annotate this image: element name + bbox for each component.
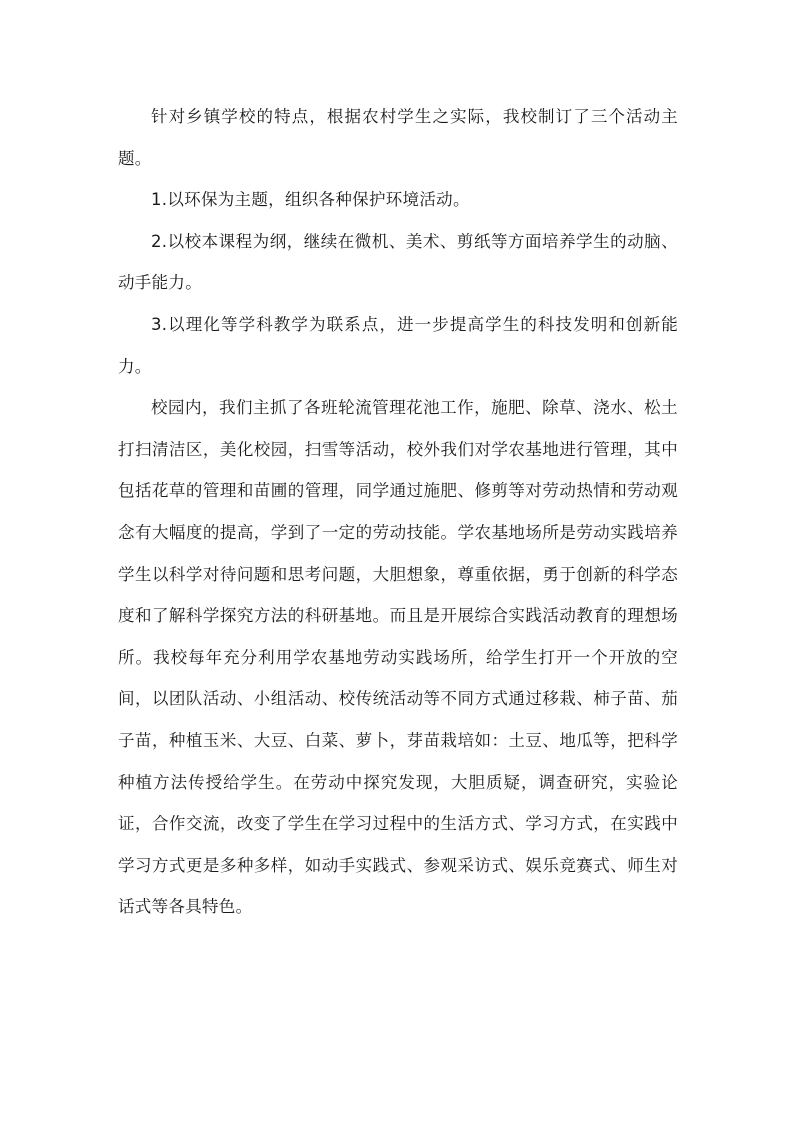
paragraph-theme-2: 2.以校本课程为纲，继续在微机、美术、剪纸等方面培养学生的动脑、动手能力。 [118, 231, 678, 293]
paragraph-intro: 针对乡镇学校的特点，根据农村学生之实际，我校制订了三个活动主题。 [118, 107, 678, 168]
paragraph-theme-1: 1.以环保为主题，组织各种保护环境活动。 [151, 190, 470, 210]
paragraph-campus-activities: 校园内，我们主抓了各班轮流管理花池工作，施肥、除草、浇水、松土打扫清洁区，美化校园，扫雪等活动，校外我们对学农基地进行管理，其中包括花草的管理和苗圃的管理，同学通过施肥、修剪等对劳动热情和劳动观念有大幅度的提高，学到了一定的劳动技能。学农基地场所是劳动实践培养学生以科学对待问题和思考问题，大胆想象，尊重依据，勇于创新的科学态度和了解科学探究方法的科研基地。而且是开展综合实践活动教育的理想场所。我校每年充分利用学农基地劳动实践场所，给学生打开一个开放的空间，以团队活动、小组活动、校传统活动等不同方式通过移栽、柿子苗、茄子苗，种植玉米、大豆、白菜、萝卜，芽苗栽培如：土豆、地瓜等，把科学种植方法传授给学生。在劳动中探究发现，大胆质疑，调查研究，实验论证，合作交流，改变了学生在学习过程中的生活方式、学习方式，在实践中学习方式更是多种多样，如动手实践式、参观采访式、娱乐竞赛式、师生对话式等各具特色。 [118, 398, 678, 917]
document-body [118, 96, 678, 928]
paragraph-theme-3: 3.以理化等学科教学为联系点，进一步提高学生的科技发明和创新能力。 [118, 314, 678, 376]
